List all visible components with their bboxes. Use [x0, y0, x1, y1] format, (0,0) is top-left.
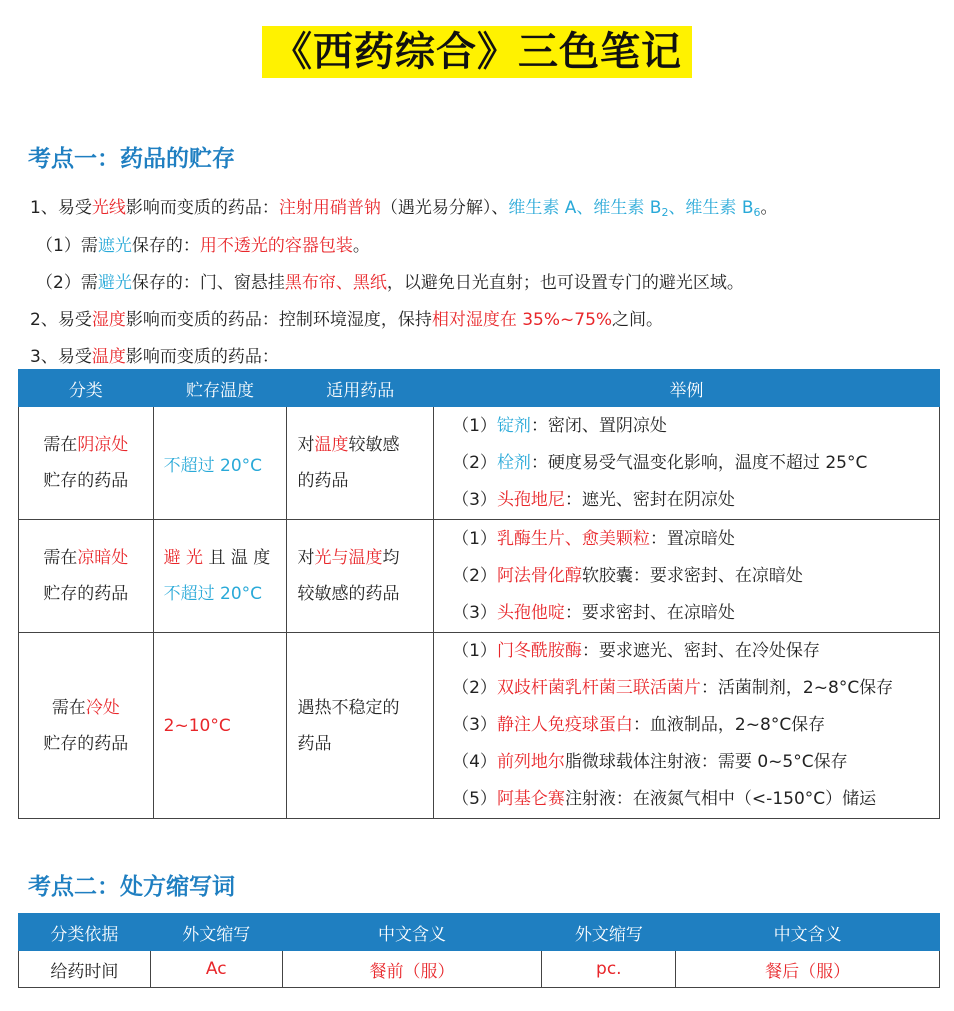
th-category: 分类: [19, 370, 154, 407]
drug-a: 对: [297, 435, 315, 455]
cat-a: 需在: [51, 697, 86, 718]
example-rest: ：血液制品，2~8°C保存: [632, 715, 826, 735]
example-rest: ：遮光、密封在阴凉处: [564, 489, 735, 510]
th-meaning-2: 中文含义: [676, 914, 940, 951]
cell-examples: [434, 633, 940, 819]
example-highlight: 双歧杆菌乳杆菌三联活菌片: [496, 678, 701, 698]
l3-b: 避光: [97, 273, 132, 293]
cell-category: [19, 520, 154, 633]
drug-d: 较敏感的药品: [297, 584, 400, 604]
cell-temperature: [153, 520, 287, 633]
l2-b: 遮光: [97, 236, 132, 256]
cat-b: 凉暗处: [77, 548, 129, 568]
l3-a: （2）需: [36, 273, 98, 293]
example-highlight: 头孢他啶: [496, 602, 565, 623]
l1-e: （遇光易分解）、: [380, 198, 509, 218]
l2-d: 用不透光的容器包装: [199, 236, 353, 256]
l1-f-text: 维生素 A、维生素 B: [508, 198, 662, 218]
example-rest: ：要求遮光、密封、在冷处保存: [581, 641, 820, 661]
cat-b: 阴凉处: [77, 435, 129, 455]
drug-c: 较敏感: [348, 435, 400, 455]
temp-a: 避 光: [163, 548, 204, 568]
example-num: （1）: [452, 415, 497, 436]
cell-temperature: 2~10°C: [153, 633, 287, 819]
example-rest: 软胶囊：要求密封、在凉暗处: [581, 565, 803, 586]
example-item: [434, 521, 939, 558]
l1-b: 光线: [91, 198, 126, 218]
example-rest: ：要求密封、在凉暗处: [564, 602, 735, 623]
example-num: （3）: [452, 602, 497, 623]
l1-g-text: 、维生素 B: [668, 198, 754, 218]
table-row-cool: [19, 407, 940, 520]
table-row: [19, 951, 940, 988]
section2-heading: 考点二：处方缩写词: [28, 874, 235, 900]
example-rest: ：密闭、置阴凉处: [530, 415, 667, 436]
l3-e: ，以避免日光直射；也可设置专门的避光区域。: [386, 273, 744, 293]
example-num: （2）: [452, 565, 497, 586]
table-row-cool-dark: [19, 520, 940, 633]
example-highlight: 头孢地尼: [496, 489, 565, 510]
l5-a: 3、易受: [30, 347, 92, 367]
section1-heading: 考点一：药品的贮存: [28, 146, 235, 172]
example-item: [434, 482, 939, 519]
l1-g-sub: 6: [753, 206, 761, 219]
example-item: [434, 445, 939, 482]
cell-meaning-2: 餐后（服）: [676, 951, 940, 988]
th-temperature: 贮存温度: [153, 370, 287, 407]
l1-f-sub: 2: [661, 206, 669, 219]
cell-drug: [287, 407, 434, 520]
example-highlight: 栓剂: [496, 452, 531, 473]
cat-b: 冷处: [85, 697, 120, 718]
page-title: 《西药综合》三色笔记: [262, 26, 692, 78]
drug-d: 的药品: [297, 471, 349, 491]
example-num: （4）: [452, 752, 497, 772]
cell-drug: [287, 520, 434, 633]
drug-a: 遇热不稳定的: [297, 697, 400, 718]
th-abbr-2: 外文缩写: [542, 914, 676, 951]
drug-c: 均: [382, 548, 400, 568]
storage-table: [18, 369, 940, 819]
temp-b: 且 温 度: [203, 548, 271, 568]
l1-c: 影响而变质的药品：: [125, 198, 279, 218]
th-basis: 分类依据: [19, 914, 151, 951]
line-3: [36, 268, 744, 293]
storage-table-header: [19, 370, 940, 407]
example-item: [434, 670, 939, 707]
l3-c: 保存的：门、窗悬挂: [131, 273, 285, 293]
drug-b: 温度: [314, 435, 349, 455]
cell-abbr: Ac: [150, 951, 282, 988]
example-highlight: 锭剂: [496, 415, 531, 436]
drug-a: 对: [297, 548, 315, 568]
l2-e: 。: [352, 236, 370, 256]
line-5: [30, 342, 279, 367]
example-item: [434, 408, 939, 445]
example-item: [434, 558, 939, 595]
th-applicable-drugs: 适用药品: [287, 370, 434, 407]
l1-d: 注射用硝普钠: [278, 198, 381, 218]
example-num: （5）: [452, 789, 497, 809]
th-abbr: 外文缩写: [150, 914, 282, 951]
example-item: [434, 744, 939, 781]
cat-c: 贮存的药品: [43, 733, 129, 754]
abbreviation-table-header: [19, 914, 940, 951]
l2-a: （1）需: [36, 236, 98, 256]
table-row-cold: [19, 633, 940, 819]
l2-c: 保存的：: [131, 236, 200, 256]
example-item: [434, 707, 939, 744]
line-1: [30, 193, 778, 219]
l1-a: 1、易受: [30, 198, 92, 218]
example-highlight: 阿基仑赛: [496, 789, 565, 809]
l4-b: 湿度: [91, 310, 126, 330]
example-highlight: 乳酶生片、愈美颗粒: [496, 528, 650, 549]
example-num: （1）: [452, 641, 497, 661]
l1-h: 。: [760, 198, 778, 218]
line-4: [30, 305, 663, 330]
example-highlight: 静注人免疫球蛋白: [496, 715, 633, 735]
example-num: （2）: [452, 452, 497, 473]
th-meaning: 中文含义: [282, 914, 542, 951]
drug-b: 光与温度: [314, 548, 383, 568]
cell-examples: [434, 520, 940, 633]
title-wrap: [0, 26, 954, 78]
example-item: [434, 781, 939, 818]
cell-category: [19, 407, 154, 520]
cat-c: 贮存的药品: [43, 584, 129, 604]
line-2: [36, 231, 370, 256]
example-rest: ：活菌制剂，2~8°C保存: [700, 678, 894, 698]
example-item: [434, 595, 939, 632]
l4-c: 影响而变质的药品：控制环境湿度，保持: [125, 310, 432, 330]
example-rest: ：置凉暗处: [649, 528, 735, 549]
example-num: （3）: [452, 489, 497, 510]
example-highlight: 门冬酰胺酶: [496, 641, 582, 661]
cell-drug: [287, 633, 434, 819]
cat-a: 需在: [43, 548, 78, 568]
th-examples: 举例: [434, 370, 940, 407]
l4-e: 之间。: [612, 310, 664, 330]
example-rest: ：硬度易受气温变化影响，温度不超过 25°C: [530, 452, 868, 473]
cat-c: 贮存的药品: [43, 471, 129, 491]
l4-d: 相对湿度在 35%~75%: [431, 310, 613, 330]
example-num: （3）: [452, 715, 497, 735]
cell-category: [19, 633, 154, 819]
l4-a: 2、易受: [30, 310, 92, 330]
cell-basis: 给药时间: [19, 951, 151, 988]
cell-abbr-2: pc.: [542, 951, 676, 988]
example-num: （1）: [452, 528, 497, 549]
cell-meaning: 餐前（服）: [282, 951, 542, 988]
l1-f: [508, 198, 760, 218]
l3-d: 黑布帘、黑纸: [284, 273, 387, 293]
cat-a: 需在: [43, 435, 78, 455]
example-item: [434, 633, 939, 670]
cell-examples: [434, 407, 940, 520]
abbreviation-table: [18, 913, 940, 988]
example-highlight: 阿法骨化醇: [496, 565, 582, 586]
example-highlight: 前列地尔: [496, 752, 565, 772]
temp-c: 不超过 20°C: [163, 584, 263, 604]
example-rest: 脂微球载体注射液：需要 0~5°C保存: [564, 752, 848, 772]
drug-b: 药品: [297, 733, 332, 754]
l5-c: 影响而变质的药品：: [125, 347, 279, 367]
l5-b: 温度: [91, 347, 126, 367]
cell-temperature: 不超过 20°C: [153, 407, 287, 520]
example-rest: 注射液：在液氮气相中（<-150°C）储运: [564, 789, 877, 809]
example-num: （2）: [452, 678, 497, 698]
